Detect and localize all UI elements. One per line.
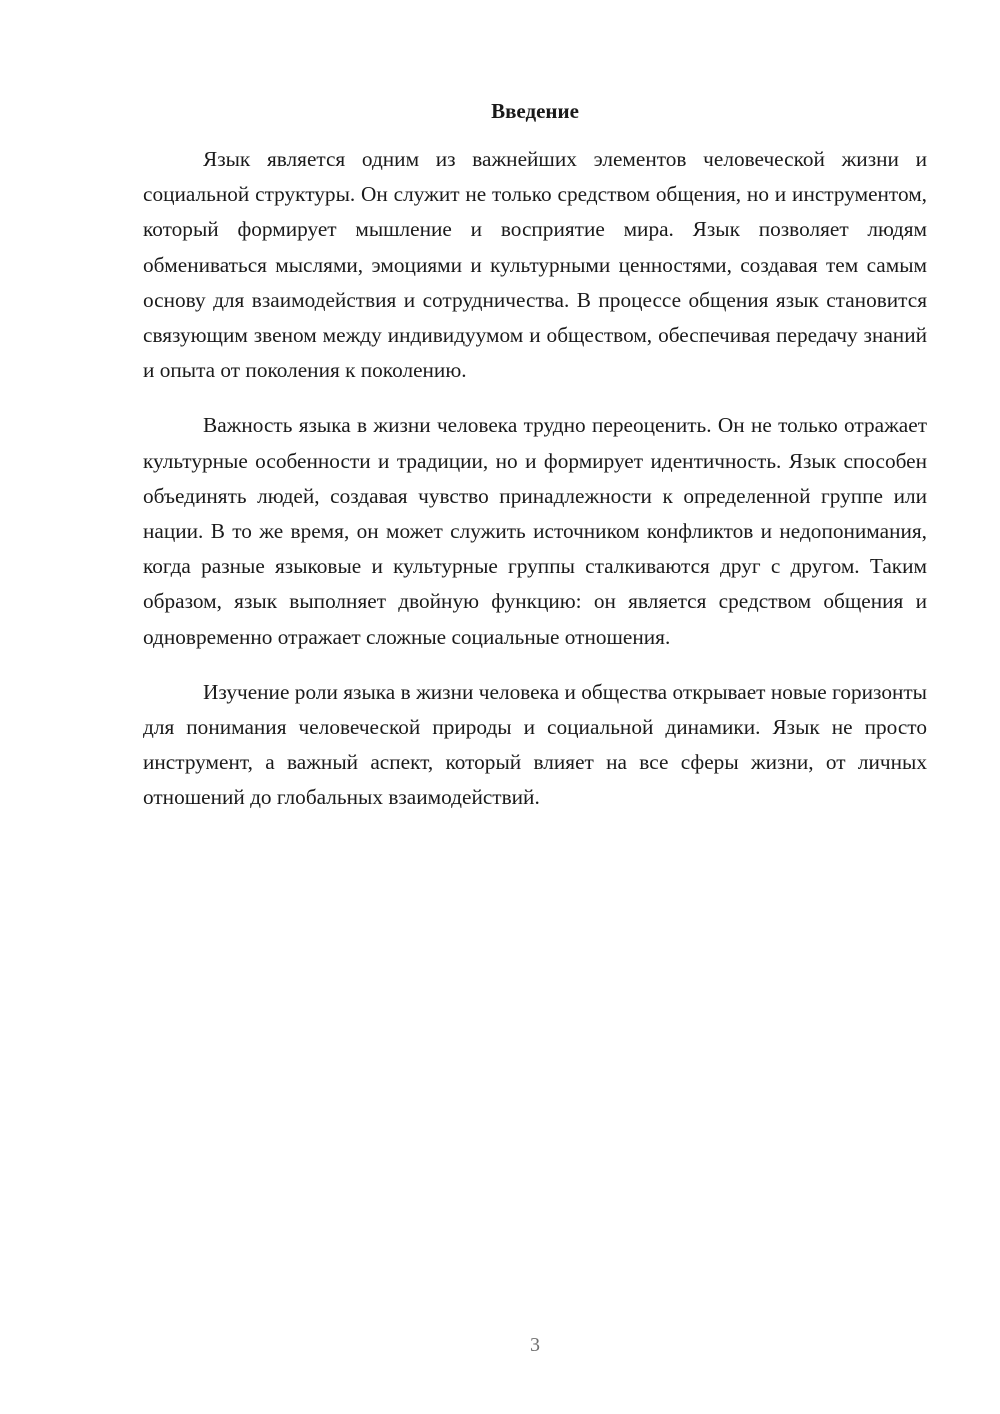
paragraph-3: Изучение роли языка в жизни человека и общества открывает новые горизонты для понимания человеческой природы и социальной динамики. Язык не просто инструмент, а важный аспект, который влияет на все сферы жизни, от личных отношений до глобальных взаимодействий. [143, 679, 927, 810]
body-text [143, 142, 927, 836]
paragraph-2: Важность языка в жизни человека трудно переоценить. Он не только отражает культурные особенности и традиции, но и формирует идентичность. Язык способен объединять людей, создавая чувство принадлежности к определенной группе или нации. В то же время, он может служить источником конфликтов и недопонимания, когда разные языковые и культурные группы сталкиваются друг с другом. Таким образом, язык выполняет двойную функцию: он является средством общения и одновременно отражает сложные социальные отношения. [143, 413, 927, 649]
page-number: 3 [530, 1334, 540, 1356]
paragraph-1: Язык является одним из важнейших элементов человеческой жизни и социальной структуры. Он служит не только средством общения, но и инструментом, который формирует мышление и восприятие мира. Язык позволяет людям обмениваться мыслями, эмоциями и культурными ценностями, создавая тем самым основу для взаимодействия и сотрудничества. В процессе общения язык становится связующим звеном между индивидуумом и обществом, обеспечивая передачу знаний и опыта от поколения к поколению. [143, 147, 927, 383]
section-heading: Введение [491, 99, 579, 123]
